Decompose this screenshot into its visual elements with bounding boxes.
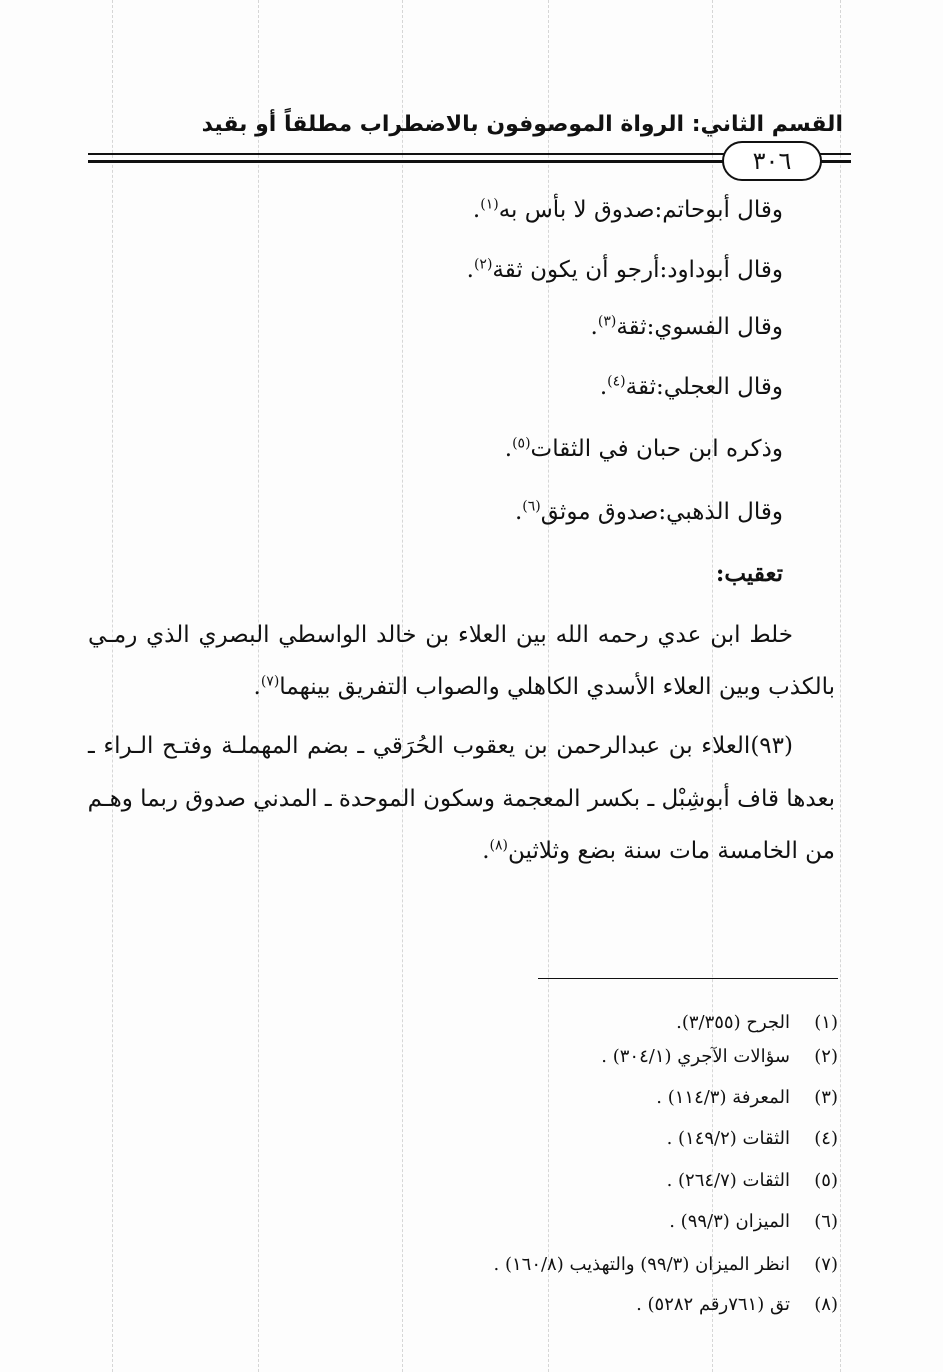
quote-text: وقال العجلي:ثقة — [625, 374, 783, 400]
paragraph-line — [88, 674, 835, 700]
footnote-ref: (٥) — [512, 435, 531, 452]
footnote — [200, 1046, 838, 1067]
punctuation: . — [514, 499, 523, 525]
footnote-ref: (٧) — [260, 673, 280, 690]
footnote-number: (٢) — [814, 1046, 838, 1067]
footnote — [200, 1012, 838, 1033]
footnote-text: سؤالات الآجري (٣٠٤/١) . — [601, 1046, 790, 1067]
footnote-ref: (٨) — [489, 837, 508, 854]
quote-line — [88, 499, 783, 525]
quote-line — [88, 314, 783, 340]
footnote-ref: (٣) — [597, 313, 617, 330]
footnote — [200, 1211, 838, 1232]
footnote-number: (٥) — [814, 1170, 838, 1191]
punctuation: . — [482, 838, 490, 864]
entry-text: من الخامسة مات سنة بضع وثلاثين — [508, 838, 835, 864]
footnote-ref: (١) — [480, 196, 499, 213]
quote-text: وذكره ابن حبان في الثقات — [530, 436, 783, 462]
quote-text: وقال الفسوي:ثقة — [616, 314, 783, 340]
quote-text: وقال الذهبي:صدوق موثق — [540, 499, 783, 525]
punctuation: . — [504, 436, 513, 462]
footnote-number: (٨) — [814, 1294, 838, 1315]
footnote-ref: (٢) — [473, 256, 493, 273]
footnote-text: الجرح (٣/٣٥٥). — [676, 1012, 790, 1033]
footnote-text: الميزان (٩٩/٣) . — [669, 1211, 790, 1232]
entry-line — [88, 838, 835, 864]
punctuation: . — [472, 197, 481, 223]
quote-line — [88, 436, 783, 462]
footnote — [200, 1128, 838, 1149]
footnote-text: انظر الميزان (٩٩/٣) والتهذيب (١٦٠/٨) . — [493, 1254, 790, 1275]
footnote-ref: (٤) — [607, 373, 626, 390]
quote-text: وقال أبوحاتم:صدوق لا بأس به — [498, 197, 783, 223]
footnote-text: تق (٧٦١رقم ٥٢٨٢) . — [636, 1294, 790, 1315]
footnote-text: الثقات (٢٦٤/٧) . — [666, 1170, 790, 1191]
footnote-ref: (٦) — [522, 498, 541, 515]
entry-line: (٩٣)العلاء بن عبدالرحمن بن يعقوب الحُرَقي ـ بضم المهملـة وفتـح الـراء ـ — [88, 733, 793, 759]
quote-line — [88, 197, 783, 223]
footnote — [200, 1294, 838, 1315]
footnote — [200, 1254, 838, 1275]
quote-line — [88, 374, 783, 400]
footnote-separator — [538, 978, 838, 979]
paragraph-line: خلط ابن عدي رحمه الله بين العلاء بن خالد الواسطي البصري الذي رمـي — [88, 622, 793, 648]
footnote — [200, 1087, 838, 1108]
footnote — [200, 1170, 838, 1191]
punctuation: . — [253, 674, 261, 700]
section-heading: تعقيب: — [715, 560, 783, 587]
punctuation: . — [466, 257, 474, 283]
punctuation: . — [599, 374, 608, 400]
footnote-number: (٤) — [814, 1128, 838, 1149]
footnote-number: (١) — [814, 1012, 838, 1033]
footnote-number: (٣) — [814, 1087, 838, 1108]
quote-line — [88, 257, 783, 283]
footnote-number: (٦) — [814, 1211, 838, 1232]
footnote-number: (٧) — [814, 1254, 838, 1275]
page-number: ٣٠٦ — [752, 147, 792, 175]
entry-line: بعدها قاف أبوشِبْل ـ بكسر المعجمة وسكون الموحدة ـ المدني صدوق ربما وهـم — [87, 786, 835, 812]
footnote-text: الثقات (١٤٩/٢) . — [666, 1128, 790, 1149]
punctuation: . — [590, 314, 598, 340]
running-header-title: القسم الثاني: الرواة الموصوفون بالاضطراب مطلقاً أو بقيد — [201, 112, 843, 137]
footnote-text: المعرفة (١١٤/٣) . — [656, 1087, 790, 1108]
scan-guide — [840, 0, 841, 1372]
paragraph-text: بالكذب وبين العلاء الأسدي الكاهلي والصواب التفريق بينهما — [279, 674, 835, 700]
page-number-badge — [722, 141, 822, 181]
quote-text: وقال أبوداود:أرجو أن يكون ثقة — [492, 257, 783, 283]
